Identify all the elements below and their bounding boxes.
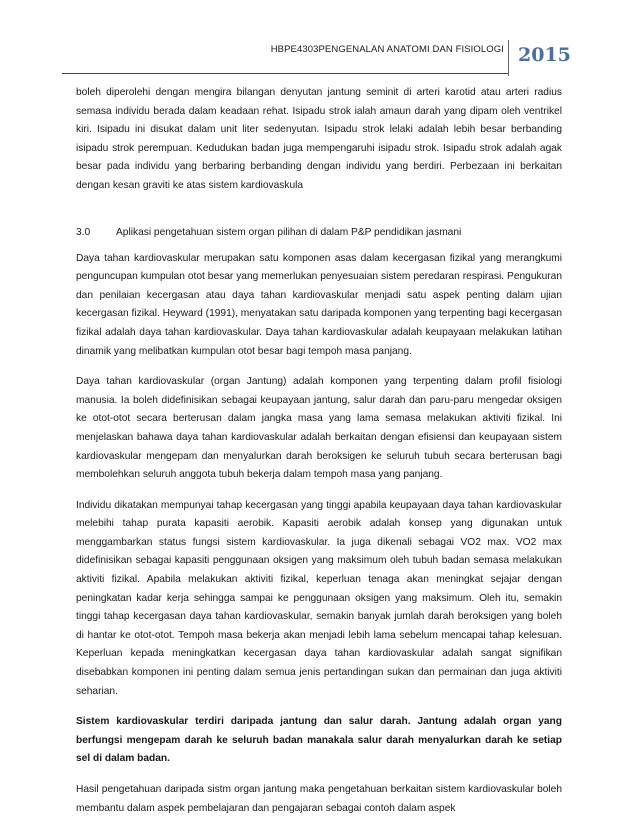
page-header — [0, 40, 638, 76]
header-rule — [62, 73, 508, 74]
intro-paragraph: boleh diperolehi dengan mengira bilangan denyutan jantung seminit di arteri karotid atau arteri radius semasa individu berada dalam keadaan rehat. Isipadu strok ialah amaun darah yang dipam oleh ventrikel kiri. Isipadu ini disukat dalam unit liter sedenyutan. Isipadu strok lelaki adalah lebih besar berbanding isipadu strok perempuan. Kedudukan badan juga mempengaruhi isipadu strok. Isipadu strok adalah agak besar pada individu yang berbaring berbanding dengan individu yang berdiri. Perbezaan ini berkaitan dengan kesan graviti ke atas sistem kardiovaskula — [76, 87, 562, 191]
body-paragraph: Individu dikatakan mempunyai tahap kecergasan yang tinggi apabila keupayaan daya tahan kardiovaskular melebihi tahap purata kapasiti aerobik. Kapasiti aerobik adalah konsep yang digunakan untuk menggambarkan status fungsi sistem kardiovaskular. Ia juga dikenali sebagai VO2 max. VO2 max didefinisikan sebagai kapasiti penggunaan oksigen yang maksimum oleh tubuh badan semasa melakukan aktiviti fizikal. Apabila melakukan aktiviti fizikal, keperluan tenaga akan meningkat sejajar dengan peningkatan kadar kerja sehingga sampai ke penggunaan oksigen yang maksimum. Oleh itu, semakin tinggi tahap kecergasan daya tahan kardiovaskular, semakin banyak jumlah darah beroksigen yang boleh di hantar ke otot-otot. Tempoh masa bekerja akan menjadi lebih lama sebelum mencapai tahap kelesuan. Keperluan kepada meningkatkan kecergasan daya tahan kardiovaskular adalah sangat signifikan disebabkan komponen ini penting dalam semua jenis pertandingan sukan dan permainan dan juga aktiviti seharian. — [76, 499, 562, 697]
body-paragraph: Daya tahan kardiovaskular merupakan satu komponen asas dalam kecergasan fizikal yang merangkumi penguncupan kumpulan otot besar yang memerlukan penyesuaian sistem peredaran respirasi. Pengukuran dan penilaian kecergasan atau daya tahan kardiovaskular menjadi satu aspek penting dalam ujian kecergasan fizikal. Heyward (1991), menyatakan satu daripada komponen yang terpenting bagi kecergasan fizikal adalah daya tahan kardiovaskular. Daya tahan kardiovaskular adalah keupayaan melakukan latihan dinamik yang melibatkan kumpulan otot besar bagi tempoh masa panjang. — [76, 252, 562, 357]
section-number: 3.0 — [76, 226, 91, 238]
bold-paragraph: Sistem kardiovaskular terdiri daripada jantung dan salur darah. Jantung adalah organ yang berfungsi mengepam darah ke seluruh badan manakala salur darah menyalurkan darah ke setiap sel di dalam badan. — [76, 716, 562, 765]
body-paragraph: Daya tahan kardiovaskular (organ Jantung) adalah komponen yang terpenting dalam profil fisiologi manusia. Ia boleh didefinisikan sebagai keupayaan jantung, salur darah dan paru-paru mengedar oksigen ke otot-otot secara berterusan dalam jangka masa yang lama semasa melakukan aktiviti fizikal. Ini menjelaskan bahawa daya tahan kardiovaskular adalah berkaitan dengan efisiensi dan keupayaan sistem kardiovaskular mengepam dan menyalurkan darah beroksigen ke seluruh tubuh secara berterusan bagi membolehkan seluruh anggota tubuh bekerja dalam tempoh masa yang panjang. — [76, 376, 562, 481]
course-title: HBPE4303PENGENALAN ANATOMI DAN FISIOLOGI — [270, 44, 504, 55]
section-heading — [76, 224, 562, 242]
section-title: Aplikasi pengetahuan sistem organ pilihan di dalam P&P pendidikan jasmani — [116, 226, 462, 238]
header-divider — [508, 40, 509, 76]
year-label: 2015 — [518, 44, 571, 66]
final-paragraph: Hasil pengetahuan daripada sistm organ jantung maka pengetahuan berkaitan sistem kardiovaskular boleh membantu dalam aspek pembelajaran dan pengajaran sebagai contoh dalam aspek — [76, 784, 562, 814]
document-body — [76, 84, 562, 830]
